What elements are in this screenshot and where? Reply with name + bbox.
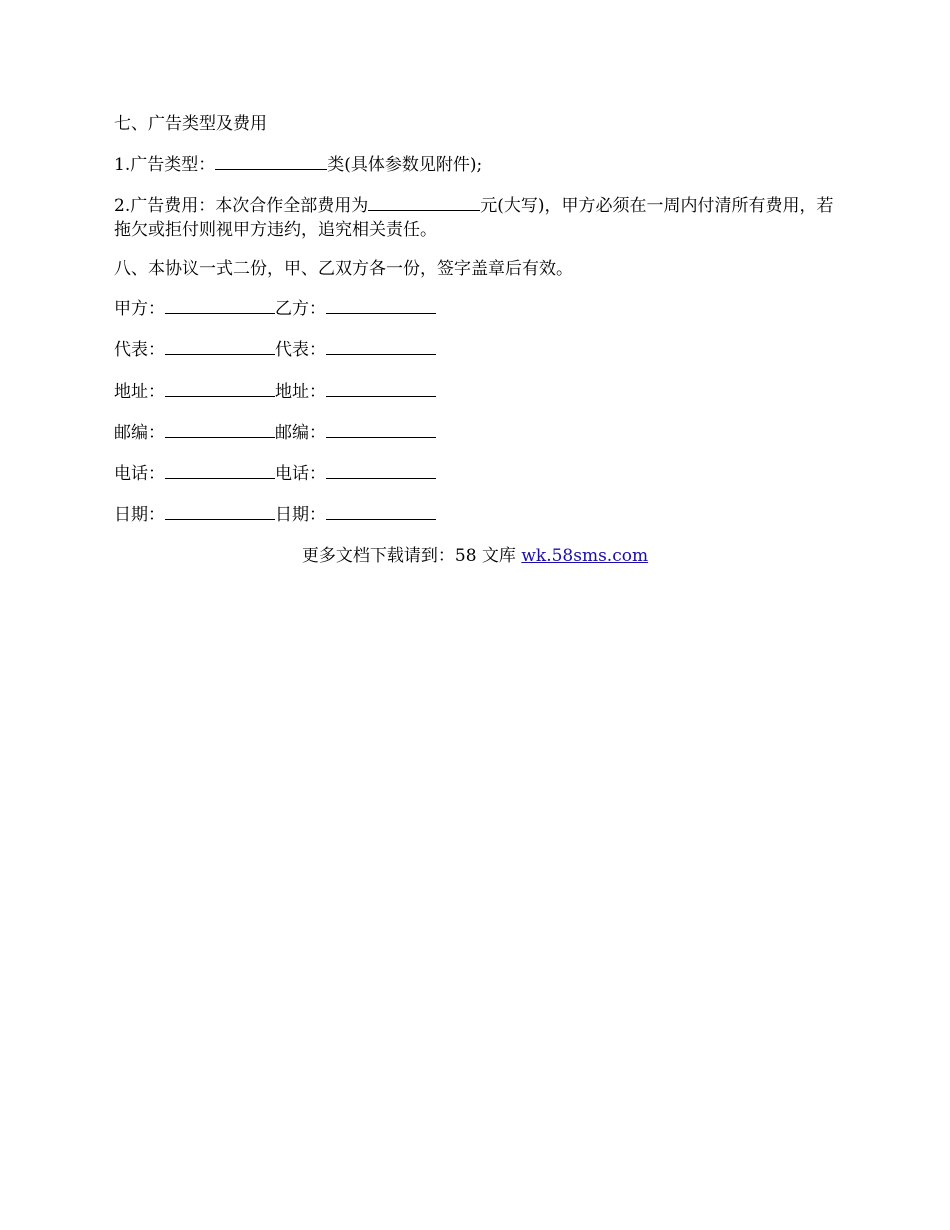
phone-b-blank[interactable] — [326, 463, 436, 479]
ad-fee-paragraph — [114, 194, 834, 242]
ad-fee-blank[interactable] — [368, 195, 480, 211]
ad-fee-label: 2.广告费用：本次合作全部费用为 — [114, 196, 369, 216]
signature-row-representative — [114, 338, 834, 362]
date-a-blank[interactable] — [165, 504, 275, 520]
date-b-label: 日期： — [275, 505, 326, 525]
postcode-b-label: 邮编： — [275, 423, 326, 443]
address-b-label: 地址： — [275, 382, 326, 402]
phone-a-blank[interactable] — [165, 463, 275, 479]
representative-b-label: 代表： — [275, 340, 326, 360]
signature-row-date — [114, 503, 834, 527]
representative-b-blank[interactable] — [326, 339, 436, 355]
date-a-label: 日期： — [114, 505, 165, 525]
ad-type-blank[interactable] — [215, 154, 327, 170]
section-8-text: 八、本协议一式二份，甲、乙双方各一份，签字盖章后有效。 — [114, 259, 573, 279]
postcode-a-label: 邮编： — [114, 423, 165, 443]
footer-download-note — [0, 544, 950, 568]
representative-a-label: 代表： — [114, 340, 165, 360]
phone-a-label: 电话： — [114, 464, 165, 484]
date-b-blank[interactable] — [326, 504, 436, 520]
party-b-label: 乙方： — [275, 299, 326, 319]
address-a-label: 地址： — [114, 382, 165, 402]
address-b-blank[interactable] — [326, 381, 436, 397]
ad-type-line — [114, 153, 834, 177]
signature-row-phone — [114, 462, 834, 486]
footer-link[interactable]: wk.58sms.com — [521, 546, 649, 566]
section-7-heading: 七、广告类型及费用 — [114, 114, 267, 134]
ad-fee-suffix: 元(大写)，甲方必须在一周内付清所有费用，若拖欠或拒付则视甲方违约，追究相关责任。 — [114, 196, 834, 240]
footer-text: 更多文档下载请到：58 文库 — [301, 546, 522, 566]
signature-row-address — [114, 380, 834, 404]
ad-type-label: 1.广告类型： — [114, 155, 216, 175]
party-a-label: 甲方： — [114, 299, 165, 319]
address-a-blank[interactable] — [165, 381, 275, 397]
signature-row-postcode — [114, 421, 834, 445]
phone-b-label: 电话： — [275, 464, 326, 484]
party-b-blank[interactable] — [326, 298, 436, 314]
postcode-a-blank[interactable] — [165, 422, 275, 438]
party-a-blank[interactable] — [165, 298, 275, 314]
postcode-b-blank[interactable] — [326, 422, 436, 438]
representative-a-blank[interactable] — [165, 339, 275, 355]
ad-type-suffix: 类(具体参数见附件); — [327, 155, 483, 175]
signature-row-party — [114, 297, 834, 321]
